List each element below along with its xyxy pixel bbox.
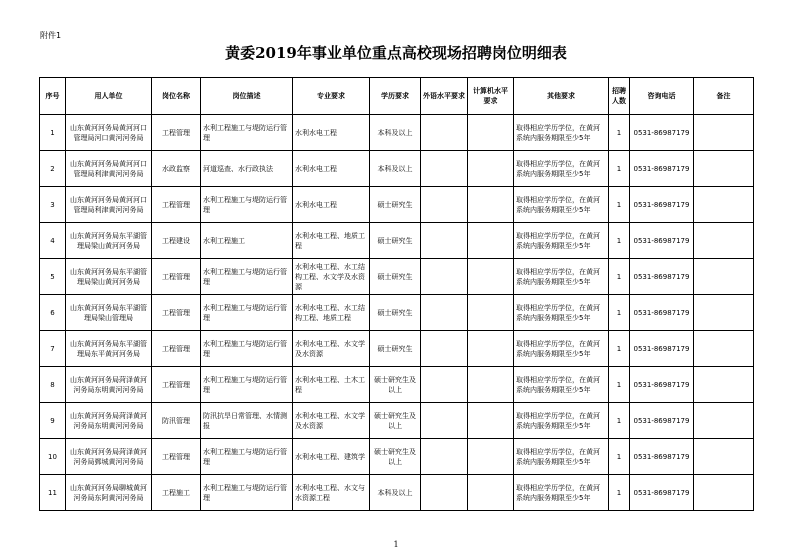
cell-count: 1 [609, 403, 630, 439]
cell-major: 水利水电工程、水工结构工程、地质工程 [293, 295, 370, 331]
cell-phone: 0531-86987179 [630, 367, 694, 403]
cell-description: 水利工程施工与堤防运行管理 [201, 367, 293, 403]
cell-index: 8 [40, 367, 66, 403]
cell-description: 水利工程施工 [201, 223, 293, 259]
cell-position: 水政监察 [152, 151, 201, 187]
cell-other: 取得相应学历学位，在黄河系统内服务期限至少5年 [514, 367, 609, 403]
cell-computer [468, 187, 514, 223]
col-header-phone: 咨询电话 [630, 78, 694, 115]
page-number: 1 [393, 540, 399, 549]
cell-education: 硕士研究生及以上 [370, 439, 421, 475]
cell-computer [468, 223, 514, 259]
cell-remarks [694, 295, 754, 331]
cell-count: 1 [609, 367, 630, 403]
cell-major: 水利水电工程 [293, 151, 370, 187]
cell-index: 5 [40, 259, 66, 295]
table-row [40, 331, 754, 367]
attachment-label: 附件1 [40, 31, 62, 40]
document-title: 黄委2019年事业单位重点高校现场招聘岗位明细表 [225, 44, 567, 62]
cell-computer [468, 151, 514, 187]
cell-phone: 0531-86987179 [630, 331, 694, 367]
cell-index: 6 [40, 295, 66, 331]
table-row [40, 259, 754, 295]
cell-index: 7 [40, 331, 66, 367]
cell-language [421, 151, 468, 187]
cell-remarks [694, 475, 754, 511]
cell-major: 水利水电工程、水文学及水资源 [293, 403, 370, 439]
cell-language [421, 187, 468, 223]
table-row [40, 115, 754, 151]
col-header-computer: 计算机水平要求 [468, 78, 514, 115]
positions-table [39, 77, 754, 511]
cell-employer: 山东黄河河务局菏泽黄河河务局东明黄河河务局 [66, 403, 152, 439]
cell-language [421, 439, 468, 475]
cell-position: 工程管理 [152, 439, 201, 475]
cell-count: 1 [609, 115, 630, 151]
cell-language [421, 259, 468, 295]
cell-education: 硕士研究生及以上 [370, 403, 421, 439]
cell-other: 取得相应学历学位，在黄河系统内服务期限至少5年 [514, 475, 609, 511]
cell-phone: 0531-86987179 [630, 259, 694, 295]
table-row [40, 367, 754, 403]
cell-computer [468, 367, 514, 403]
cell-description: 水利工程施工与堤防运行管理 [201, 439, 293, 475]
cell-employer: 山东黄河河务局聊城黄河河务局东阿黄河河务局 [66, 475, 152, 511]
cell-description: 防汛抗旱日常管理、水情测报 [201, 403, 293, 439]
cell-remarks [694, 187, 754, 223]
cell-index: 4 [40, 223, 66, 259]
cell-count: 1 [609, 331, 630, 367]
cell-index: 1 [40, 115, 66, 151]
cell-count: 1 [609, 151, 630, 187]
cell-phone: 0531-86987179 [630, 187, 694, 223]
cell-computer [468, 439, 514, 475]
cell-employer: 山东黄河河务局菏泽黄河河务局东明黄河河务局 [66, 367, 152, 403]
cell-major: 水利水电工程、地质工程 [293, 223, 370, 259]
cell-education: 本科及以上 [370, 115, 421, 151]
cell-other: 取得相应学历学位，在黄河系统内服务期限至少5年 [514, 295, 609, 331]
cell-computer [468, 259, 514, 295]
cell-employer: 山东黄河河务局东平湖管理局东平黄河河务局 [66, 331, 152, 367]
table-row [40, 475, 754, 511]
cell-employer: 山东黄河河务局东平湖管理局梁山黄河河务局 [66, 223, 152, 259]
cell-count: 1 [609, 475, 630, 511]
cell-language [421, 403, 468, 439]
cell-other: 取得相应学历学位，在黄河系统内服务期限至少5年 [514, 259, 609, 295]
cell-phone: 0531-86987179 [630, 115, 694, 151]
cell-major: 水利水电工程、水工结构工程、水文学及水资源 [293, 259, 370, 295]
cell-description: 河道巡查、水行政执法 [201, 151, 293, 187]
cell-description: 水利工程施工与堤防运行管理 [201, 115, 293, 151]
cell-education: 硕士研究生 [370, 223, 421, 259]
cell-index: 2 [40, 151, 66, 187]
cell-remarks [694, 439, 754, 475]
col-header-employer: 用人单位 [66, 78, 152, 115]
cell-education: 硕士研究生 [370, 331, 421, 367]
cell-computer [468, 295, 514, 331]
cell-description: 水利工程施工与堤防运行管理 [201, 259, 293, 295]
cell-position: 工程管理 [152, 115, 201, 151]
cell-employer: 山东黄河河务局东平湖管理局梁山管理局 [66, 295, 152, 331]
cell-language [421, 367, 468, 403]
col-header-other: 其他要求 [514, 78, 609, 115]
cell-description: 水利工程施工与堤防运行管理 [201, 475, 293, 511]
cell-major: 水利水电工程 [293, 115, 370, 151]
cell-phone: 0531-86987179 [630, 439, 694, 475]
cell-employer: 山东黄河河务局东平湖管理局梁山黄河河务局 [66, 259, 152, 295]
cell-language [421, 295, 468, 331]
table-row [40, 223, 754, 259]
col-header-index: 序号 [40, 78, 66, 115]
cell-description: 水利工程施工与堤防运行管理 [201, 187, 293, 223]
cell-description: 水利工程施工与堤防运行管理 [201, 331, 293, 367]
cell-language [421, 115, 468, 151]
cell-remarks [694, 115, 754, 151]
cell-count: 1 [609, 187, 630, 223]
col-header-description: 岗位描述 [201, 78, 293, 115]
cell-index: 9 [40, 403, 66, 439]
cell-description: 水利工程施工与堤防运行管理 [201, 295, 293, 331]
cell-education: 本科及以上 [370, 475, 421, 511]
cell-language [421, 223, 468, 259]
cell-phone: 0531-86987179 [630, 151, 694, 187]
table-row [40, 403, 754, 439]
cell-index: 11 [40, 475, 66, 511]
col-header-remarks: 备注 [694, 78, 754, 115]
cell-count: 1 [609, 223, 630, 259]
cell-count: 1 [609, 439, 630, 475]
cell-position: 工程管理 [152, 187, 201, 223]
cell-position: 工程管理 [152, 331, 201, 367]
cell-position: 工程建设 [152, 223, 201, 259]
table-row [40, 295, 754, 331]
cell-education: 硕士研究生 [370, 295, 421, 331]
table-row [40, 151, 754, 187]
cell-employer: 山东黄河河务局黄河河口管理局利津黄河河务局 [66, 151, 152, 187]
cell-other: 取得相应学历学位，在黄河系统内服务期限至少5年 [514, 115, 609, 151]
cell-phone: 0531-86987179 [630, 295, 694, 331]
cell-other: 取得相应学历学位，在黄河系统内服务期限至少5年 [514, 439, 609, 475]
cell-index: 3 [40, 187, 66, 223]
cell-computer [468, 115, 514, 151]
cell-remarks [694, 223, 754, 259]
header-row [40, 78, 754, 115]
table-body [40, 115, 754, 511]
cell-education: 本科及以上 [370, 151, 421, 187]
cell-remarks [694, 259, 754, 295]
cell-employer: 山东黄河河务局黄河河口管理局河口黄河河务局 [66, 115, 152, 151]
col-header-major: 专业要求 [293, 78, 370, 115]
cell-phone: 0531-86987179 [630, 475, 694, 511]
cell-employer: 山东黄河河务局菏泽黄河河务局鄄城黄河河务局 [66, 439, 152, 475]
cell-major: 水利水电工程、建筑学 [293, 439, 370, 475]
cell-remarks [694, 367, 754, 403]
cell-remarks [694, 403, 754, 439]
cell-count: 1 [609, 295, 630, 331]
cell-remarks [694, 331, 754, 367]
table-row [40, 187, 754, 223]
cell-computer [468, 331, 514, 367]
cell-other: 取得相应学历学位，在黄河系统内服务期限至少5年 [514, 187, 609, 223]
cell-major: 水利水电工程 [293, 187, 370, 223]
cell-language [421, 475, 468, 511]
cell-computer [468, 403, 514, 439]
cell-education: 硕士研究生 [370, 259, 421, 295]
cell-computer [468, 475, 514, 511]
cell-other: 取得相应学历学位，在黄河系统内服务期限至少5年 [514, 403, 609, 439]
cell-index: 10 [40, 439, 66, 475]
cell-position: 工程施工 [152, 475, 201, 511]
col-header-position: 岗位名称 [152, 78, 201, 115]
col-header-language: 外语水平要求 [421, 78, 468, 115]
cell-education: 硕士研究生 [370, 187, 421, 223]
cell-education: 硕士研究生及以上 [370, 367, 421, 403]
cell-employer: 山东黄河河务局黄河河口管理局利津黄河河务局 [66, 187, 152, 223]
col-header-education: 学历要求 [370, 78, 421, 115]
cell-phone: 0531-86987179 [630, 403, 694, 439]
table-row [40, 439, 754, 475]
cell-position: 工程管理 [152, 259, 201, 295]
cell-major: 水利水电工程、土木工程 [293, 367, 370, 403]
cell-position: 工程管理 [152, 367, 201, 403]
cell-phone: 0531-86987179 [630, 223, 694, 259]
cell-language [421, 331, 468, 367]
cell-remarks [694, 151, 754, 187]
cell-position: 工程管理 [152, 295, 201, 331]
cell-other: 取得相应学历学位，在黄河系统内服务期限至少5年 [514, 331, 609, 367]
cell-position: 防汛管理 [152, 403, 201, 439]
cell-major: 水利水电工程、水文学及水资源 [293, 331, 370, 367]
col-header-count: 招聘人数 [609, 78, 630, 115]
cell-other: 取得相应学历学位，在黄河系统内服务期限至少5年 [514, 151, 609, 187]
cell-count: 1 [609, 259, 630, 295]
cell-other: 取得相应学历学位，在黄河系统内服务期限至少5年 [514, 223, 609, 259]
cell-major: 水利水电工程、水文与水资源工程 [293, 475, 370, 511]
